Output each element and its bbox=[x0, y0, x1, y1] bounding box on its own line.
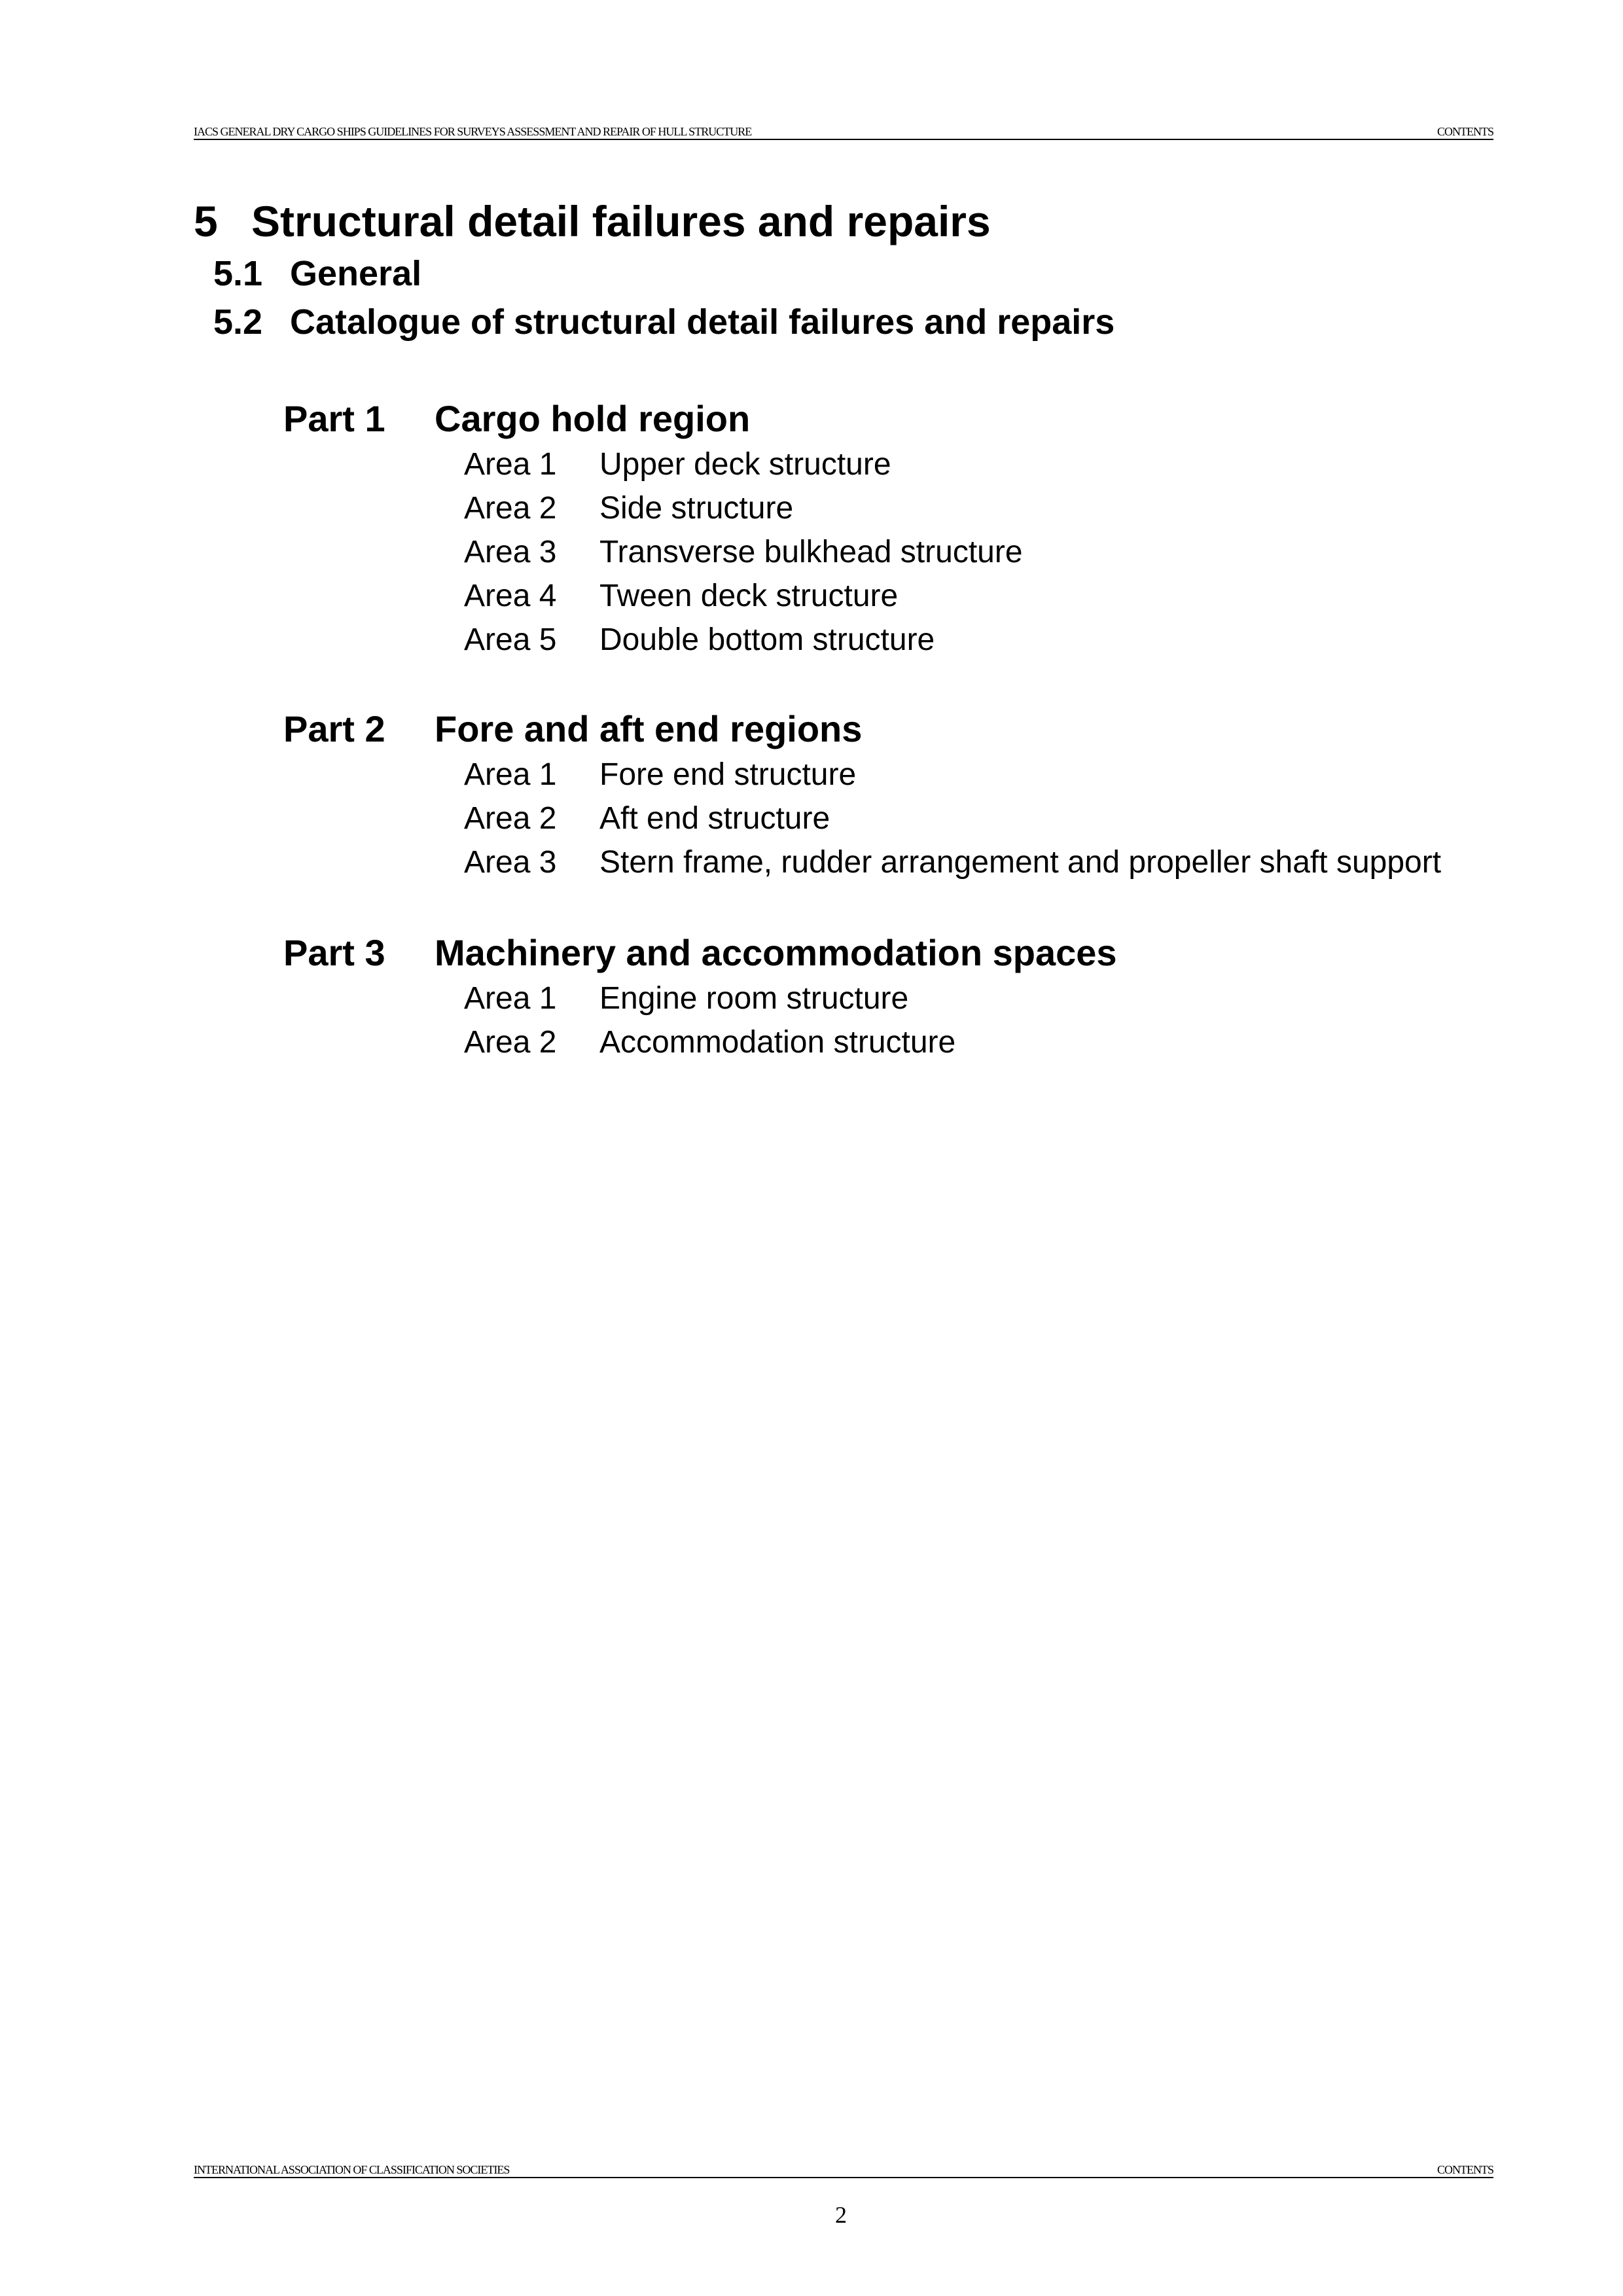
section-title: Structural detail failures and repairs bbox=[251, 197, 991, 245]
subsection-number: 5.1 bbox=[213, 254, 263, 293]
area-entry bbox=[283, 486, 1494, 530]
area-label: Area 1 bbox=[464, 757, 557, 792]
area-title: Stern frame, rudder arrangement and propeller shaft support bbox=[599, 845, 1442, 880]
subsection-title: General bbox=[290, 254, 422, 293]
area-label: Area 1 bbox=[464, 981, 557, 1016]
part-block-machinery bbox=[283, 929, 1494, 1064]
part-block-fore-aft bbox=[283, 706, 1494, 884]
running-header bbox=[194, 124, 1493, 140]
area-entry bbox=[283, 753, 1494, 797]
subsection-heading-catalogue bbox=[213, 302, 1115, 342]
area-label: Area 1 bbox=[464, 447, 557, 482]
area-title: Upper deck structure bbox=[599, 447, 891, 482]
area-entry bbox=[283, 618, 1494, 662]
subsection-title: Catalogue of structural detail failures and repairs bbox=[290, 302, 1115, 342]
part-title: Machinery and accommodation spaces bbox=[435, 932, 1117, 973]
footer-contents-link[interactable]: CONTENTS bbox=[1437, 2163, 1493, 2176]
header-document-title: IACS GENERAL DRY CARGO SHIPS GUIDELINES FOR SURVEYS ASSESSMENT AND REPAIR OF HULL STRUCTURE bbox=[194, 125, 752, 138]
section-number: 5 bbox=[194, 197, 218, 245]
area-label: Area 2 bbox=[464, 1025, 557, 1060]
area-title: Tween deck structure bbox=[599, 579, 899, 613]
area-title: Side structure bbox=[599, 491, 794, 526]
area-entry bbox=[283, 574, 1494, 618]
part-label: Part 1 bbox=[283, 398, 385, 439]
footer-organization: INTERNATIONAL ASSOCIATION OF CLASSIFICATION SOCIETIES bbox=[194, 2163, 510, 2176]
area-title: Engine room structure bbox=[599, 981, 909, 1016]
area-title: Double bottom structure bbox=[599, 622, 935, 657]
area-label: Area 4 bbox=[464, 579, 557, 613]
part-label: Part 3 bbox=[283, 932, 385, 973]
area-entry bbox=[283, 1020, 1494, 1064]
area-title: Aft end structure bbox=[599, 801, 830, 836]
header-contents-link[interactable]: CONTENTS bbox=[1437, 125, 1493, 138]
part-heading bbox=[283, 706, 1494, 753]
area-title: Transverse bulkhead structure bbox=[599, 535, 1023, 569]
area-entry bbox=[283, 442, 1494, 486]
part-title: Fore and aft end regions bbox=[435, 708, 863, 749]
area-entry bbox=[283, 840, 1494, 884]
part-heading bbox=[283, 929, 1494, 977]
subsection-number: 5.2 bbox=[213, 302, 263, 342]
area-label: Area 5 bbox=[464, 622, 557, 657]
area-label: Area 3 bbox=[464, 535, 557, 569]
area-label: Area 2 bbox=[464, 491, 557, 526]
page-number: 2 bbox=[835, 2202, 847, 2228]
area-title: Fore end structure bbox=[599, 757, 857, 792]
running-footer bbox=[194, 2162, 1493, 2178]
part-heading bbox=[283, 395, 1494, 442]
part-title: Cargo hold region bbox=[435, 398, 751, 439]
part-label: Part 2 bbox=[283, 708, 385, 749]
area-entry bbox=[283, 530, 1494, 574]
area-label: Area 2 bbox=[464, 801, 557, 836]
area-entry bbox=[283, 977, 1494, 1020]
area-title: Accommodation structure bbox=[599, 1025, 956, 1060]
subsection-heading-general bbox=[213, 253, 421, 294]
area-label: Area 3 bbox=[464, 845, 557, 880]
part-block-cargo-hold bbox=[283, 395, 1494, 662]
section-heading bbox=[194, 196, 991, 246]
area-entry bbox=[283, 797, 1494, 840]
